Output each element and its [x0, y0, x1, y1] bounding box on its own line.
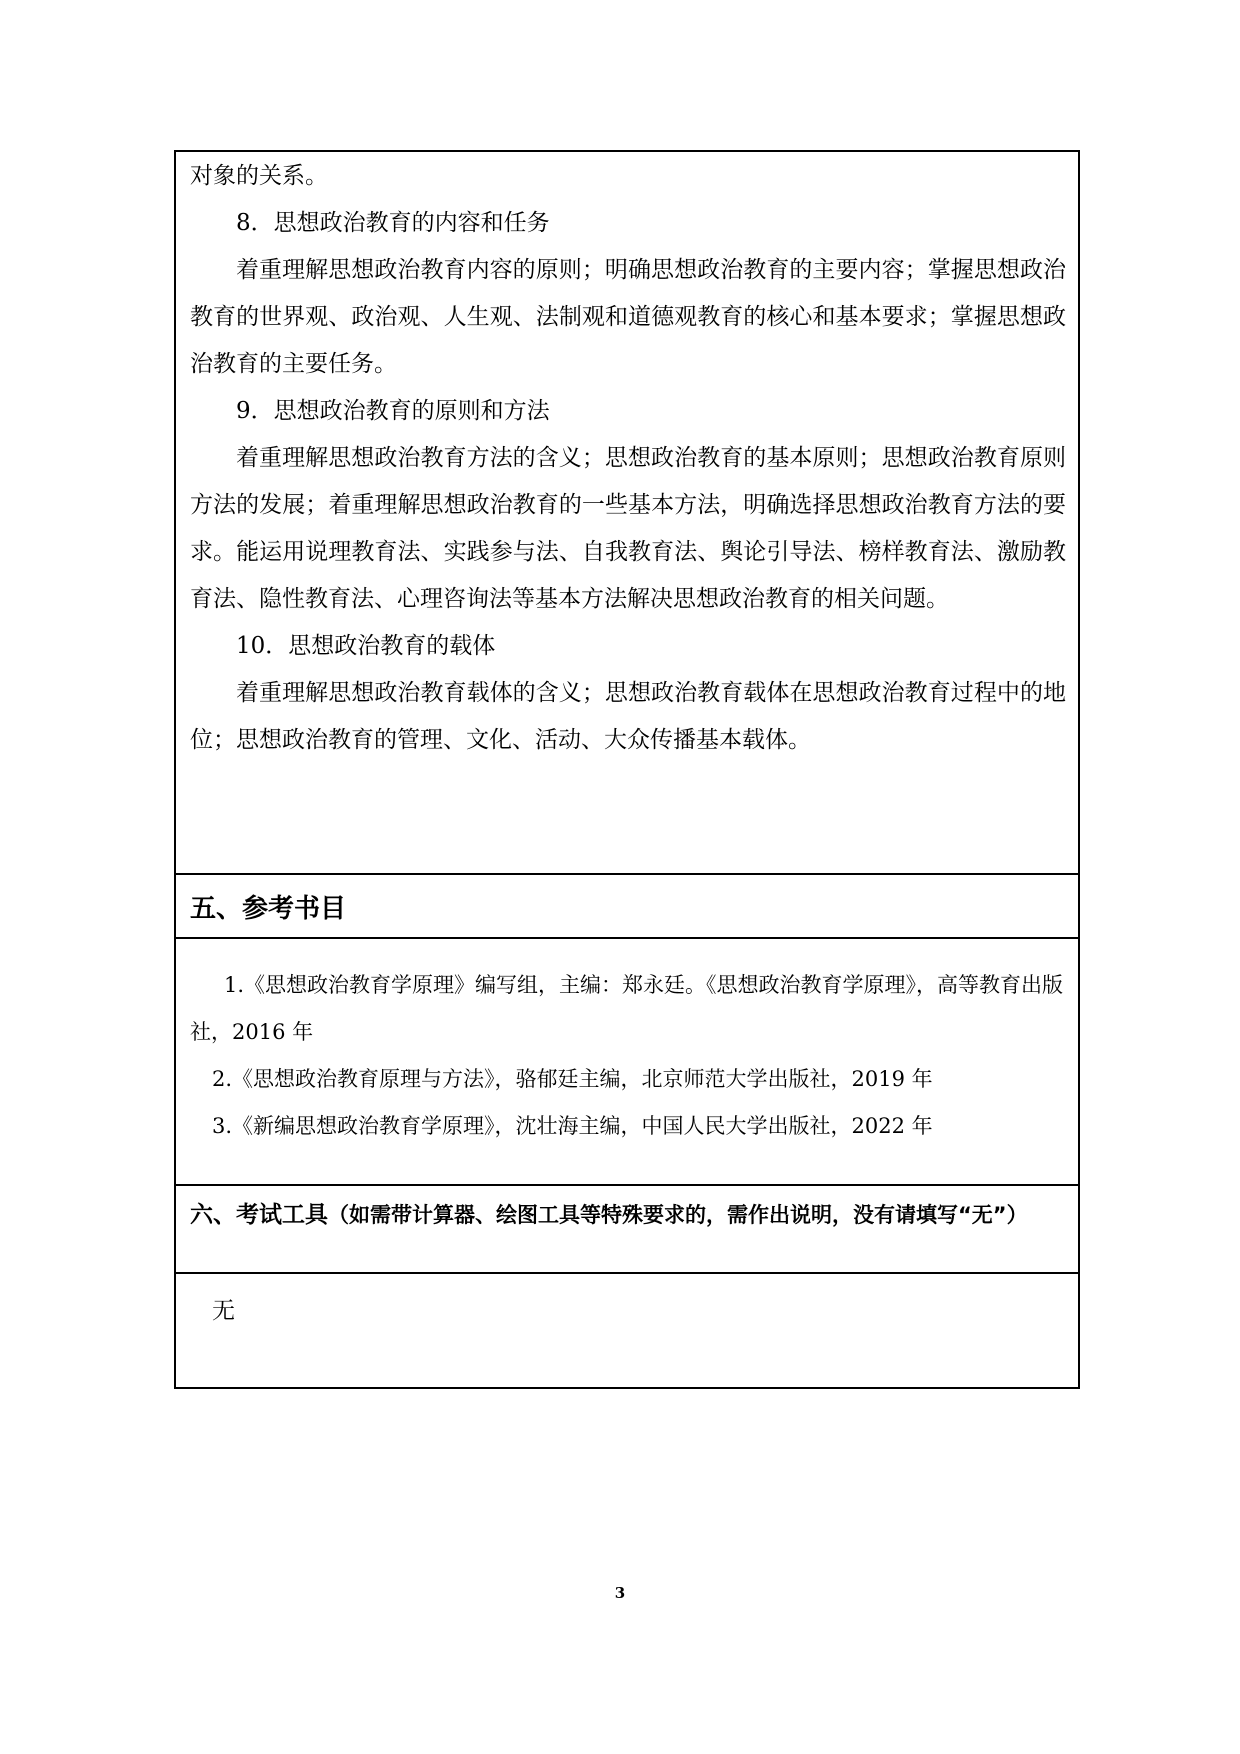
reference-item-2: 2.《思想政治教育原理与方法》，骆郁廷主编，北京师范大学出版社，2019 年	[212, 1067, 933, 1091]
page-number: 3	[614, 1584, 626, 1602]
section4-content-cell	[176, 152, 1078, 875]
item-8-heading: 8．思想政治教育的内容和任务	[236, 210, 550, 236]
paragraph-continuation: 对象的关系。	[190, 163, 328, 189]
exam-syllabus-table	[174, 150, 1080, 1389]
section6-heading-cell	[176, 1186, 1078, 1274]
section5-references-cell	[176, 939, 1078, 1186]
section6-heading-note: （如需带计算器、绘图工具等特殊要求的，需作出说明，没有请填写“无”）	[328, 1203, 1028, 1227]
item-9-heading: 9．思想政治教育的原则和方法	[236, 398, 550, 424]
reference-item-1: 1.《思想政治教育学原理》编写组，主编：郑永廷。《思想政治教育学原理》，高等教育出版社，2016 年	[190, 973, 1064, 1044]
section5-heading: 五、参考书目	[190, 893, 347, 924]
item-8-description: 着重理解思想政治教育内容的原则；明确思想政治教育的主要内容；掌握思想政治教育的世界观、政治观、人生观、法制观和道德观教育的核心和基本要求；掌握思想政治教育的主要任务。	[190, 257, 1066, 377]
section6-content-cell	[176, 1274, 1078, 1387]
section6-content: 无	[212, 1298, 235, 1324]
section5-heading-cell	[176, 875, 1078, 939]
item-9-description: 着重理解思想政治教育方法的含义；思想政治教育的基本原则；思想政治教育原则方法的发展；着重理解思想政治教育的一些基本方法，明确选择思想政治教育方法的要求。能运用说理教育法、实践参与法、自我教育法、舆论引导法、榜样教育法、激励教育法、隐性教育法、心理咨询法等基本方法解决思想政治教育的相关问题。	[190, 445, 1066, 612]
item-10-description: 着重理解思想政治教育载体的含义；思想政治教育载体在思想政治教育过程中的地位；思想政治教育的管理、文化、活动、大众传播基本载体。	[190, 680, 1066, 753]
section6-heading: 六、考试工具	[190, 1202, 328, 1228]
item-10-heading: 10．思想政治教育的载体	[236, 633, 496, 659]
reference-item-3: 3.《新编思想政治教育学原理》，沈壮海主编，中国人民大学出版社，2022 年	[212, 1114, 933, 1138]
